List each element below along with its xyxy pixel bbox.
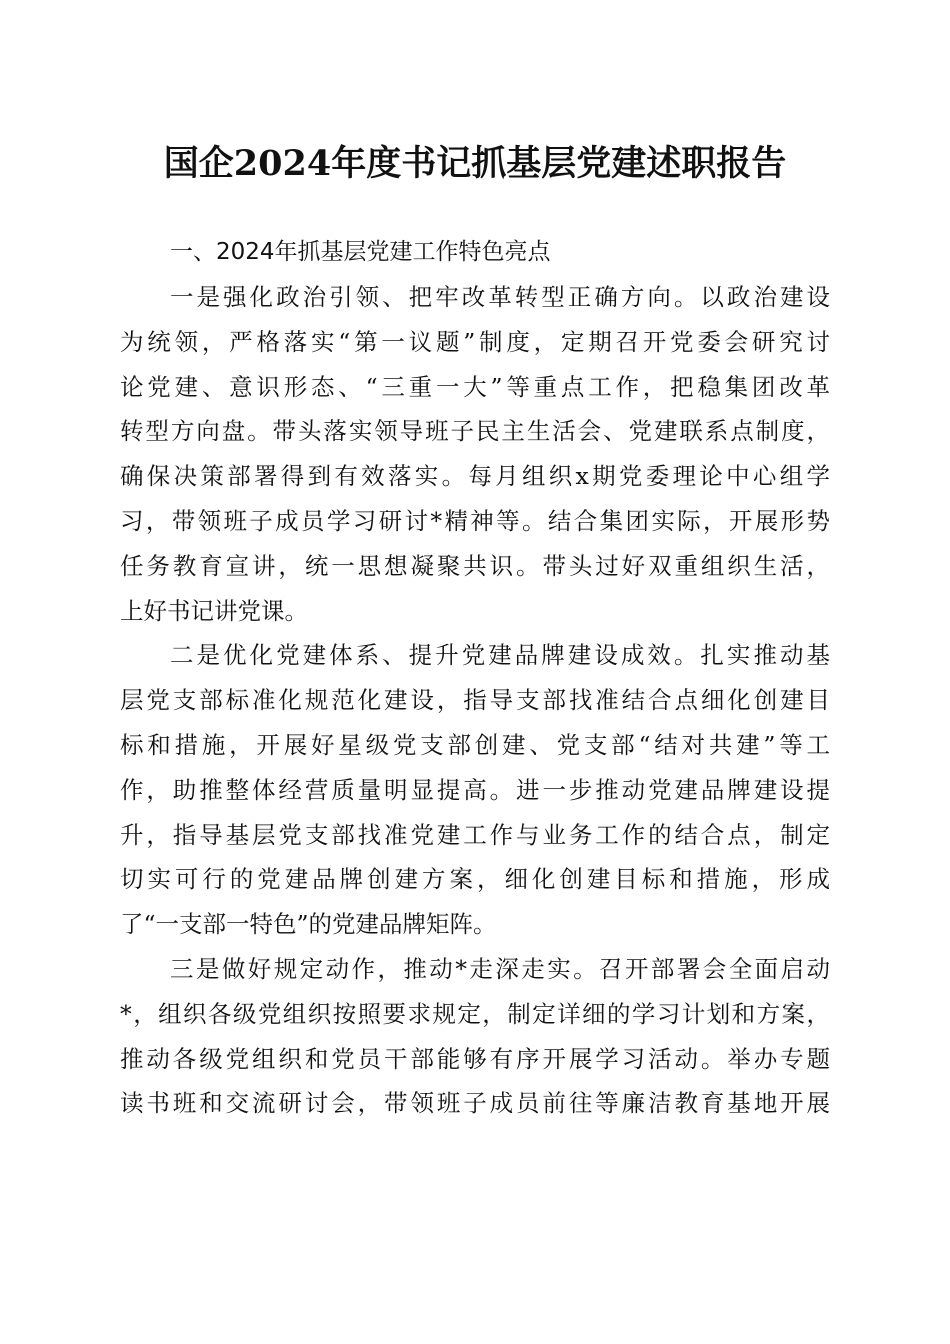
paragraph-line: 了“一支部一特色”的党建品牌矩阵。 [120, 910, 497, 939]
paragraph [120, 947, 830, 1126]
paragraph-line: 推动各级党组织和党员干部能够有序开展学习活动。举办专题 [120, 1044, 830, 1073]
paragraph-line: 作，助推整体经营质量明显提高。进一步推动党建品牌建设提 [120, 775, 830, 804]
document-title: 国企2024年度书记抓基层党建述职报告 [163, 143, 787, 184]
paragraph-line: *，组织各级党组织按照要求规定，制定详细的学习计划和方案， [120, 999, 830, 1028]
paragraph-line: 上好书记讲党课。 [120, 596, 308, 625]
paragraph-line: 切实可行的党建品牌创建方案，细化创建目标和措施，形成 [120, 865, 830, 894]
paragraph-line: 确保决策部署得到有效落实。每月组织x期党委理论中心组学 [120, 462, 830, 491]
paragraph [120, 275, 830, 633]
paragraph [120, 633, 830, 947]
paragraph-line: 三是做好规定动作，推动*走深走实。召开部署会全面启动 [170, 954, 830, 983]
section-heading: 一、2024年抓基层党建工作特色亮点 [170, 239, 551, 265]
paragraph-line: 习，带领班子成员学习研讨*精神等。结合集团实际，开展形势 [120, 506, 830, 535]
paragraph-line: 论党建、意识形态、“三重一大”等重点工作，把稳集团改革 [120, 372, 830, 401]
paragraph-line: 一是强化政治引领、把牢改革转型正确方向。以政治建设 [170, 283, 830, 311]
paragraph-line: 层党支部标准化规范化建设，指导支部找准结合点细化创建目 [120, 686, 830, 715]
document-body [120, 230, 830, 1126]
paragraph-line: 二是优化党建体系、提升党建品牌建设成效。扎实推动基 [170, 641, 830, 670]
paragraph-line: 读书班和交流研讨会，带领班子成员前往等廉洁教育基地开展 [120, 1089, 830, 1118]
paragraph-line: 为统领，严格落实“第一议题”制度，定期召开党委会研究讨 [120, 327, 830, 356]
paragraph-line: 转型方向盘。带头落实领导班子民主生活会、党建联系点制度， [120, 417, 830, 446]
paragraph-line: 任务教育宣讲，统一思想凝聚共识。带头过好双重组织生活， [120, 551, 830, 580]
paragraphs [120, 275, 830, 1126]
paragraph-line: 升，指导基层党支部找准党建工作与业务工作的结合点，制定 [120, 820, 830, 849]
paragraph-line: 标和措施，开展好星级党支部创建、党支部“结对共建”等工 [120, 730, 830, 759]
